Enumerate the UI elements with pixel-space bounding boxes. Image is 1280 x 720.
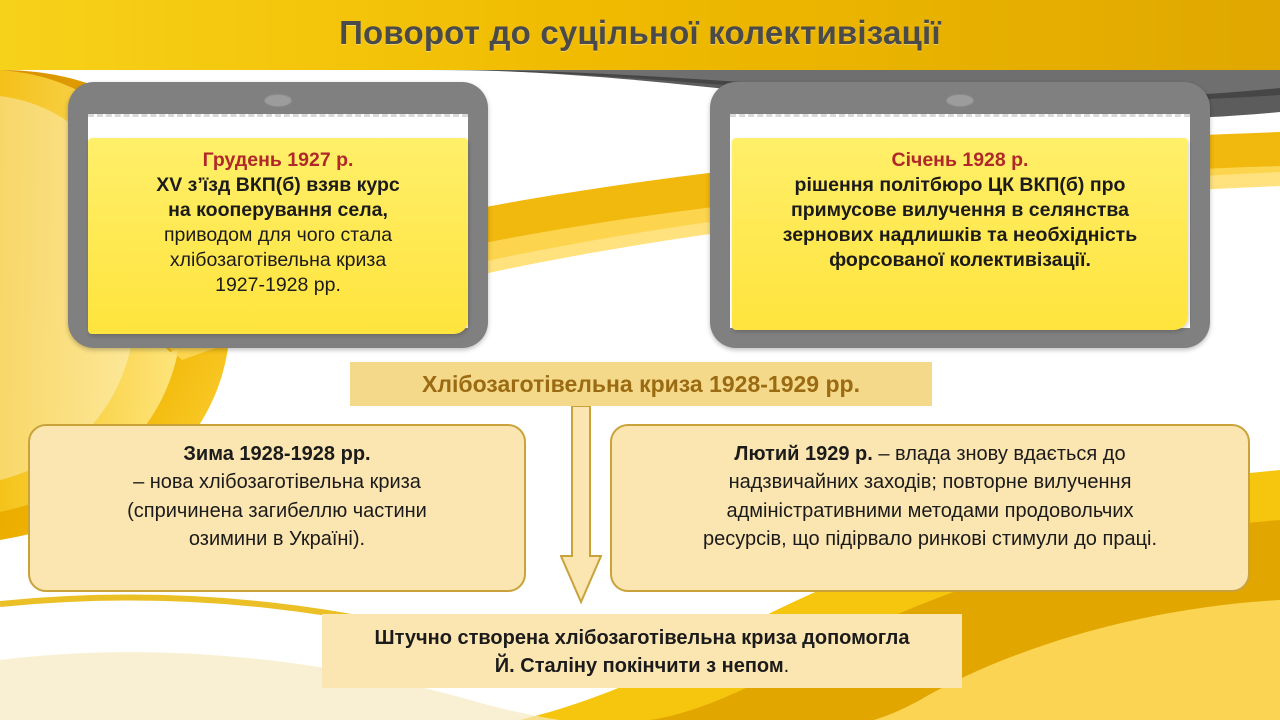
tablet-camera-icon <box>264 94 292 107</box>
conclusion-box <box>322 614 962 688</box>
box-left-line3: озимини в Україні). <box>188 528 366 551</box>
box-left-heading: Зима 1928-1928 рр. <box>183 443 371 465</box>
box-right-line4: ресурсів, що підірвало ринкові стимули до праці. <box>702 528 1158 551</box>
note-left-line1: XV з’їзд ВКП(б) взяв курс <box>156 173 400 196</box>
content-box-february <box>610 424 1250 592</box>
conclusion-line1: Штучно створена хлібозаготівельна криза допомогла <box>374 627 910 649</box>
box-left-line2: (спричинена загибеллю частини <box>127 499 427 522</box>
note-left-line4: хлібозаготівельна криза <box>169 248 387 271</box>
note-left-line3: приводом для чого стала <box>163 223 393 246</box>
note-right-line2: примусове вилучення в селянства <box>790 198 1130 221</box>
note-right-line1: рішення політбюро ЦК ВКП(б) про <box>794 173 1126 196</box>
page-title: Поворот до суцільної колективізації <box>339 14 941 51</box>
note-right-line4: форсованої колективізації. <box>829 248 1091 271</box>
slide-title-band <box>0 0 1280 66</box>
box-left-line1: – нова хлібозаготівельна криза <box>133 471 421 494</box>
note-left-heading: Грудень 1927 р. <box>202 149 354 171</box>
conclusion-line2-bold: Й. Сталіну покінчити з непом <box>494 655 784 677</box>
box-right-line2: надзвичайних заходів; повторне вилучення <box>728 471 1132 494</box>
crisis-banner <box>350 362 932 406</box>
box-right-line3: адміністративними методами продовольчих <box>726 499 1134 522</box>
sticky-note-left <box>88 138 468 334</box>
sticky-note-right <box>732 138 1188 330</box>
crisis-banner-label: Хлібозаготівельна криза 1928-1929 рр. <box>422 370 860 397</box>
note-right-heading: Січень 1928 р. <box>891 149 1029 171</box>
content-box-winter <box>28 424 526 592</box>
note-right-line3: зернових надлишків та необхідність <box>782 223 1138 246</box>
note-left-line2: на кооперування села, <box>168 198 388 221</box>
tablet-camera-icon <box>946 94 974 107</box>
conclusion-line2-tail: . <box>783 655 790 677</box>
box-right-line1: – влада знову вдається до <box>872 443 1126 465</box>
box-right-heading: Лютий 1929 р. <box>734 443 873 465</box>
note-left-line5: 1927-1928 рр. <box>215 273 341 296</box>
down-arrow-icon <box>560 406 602 606</box>
